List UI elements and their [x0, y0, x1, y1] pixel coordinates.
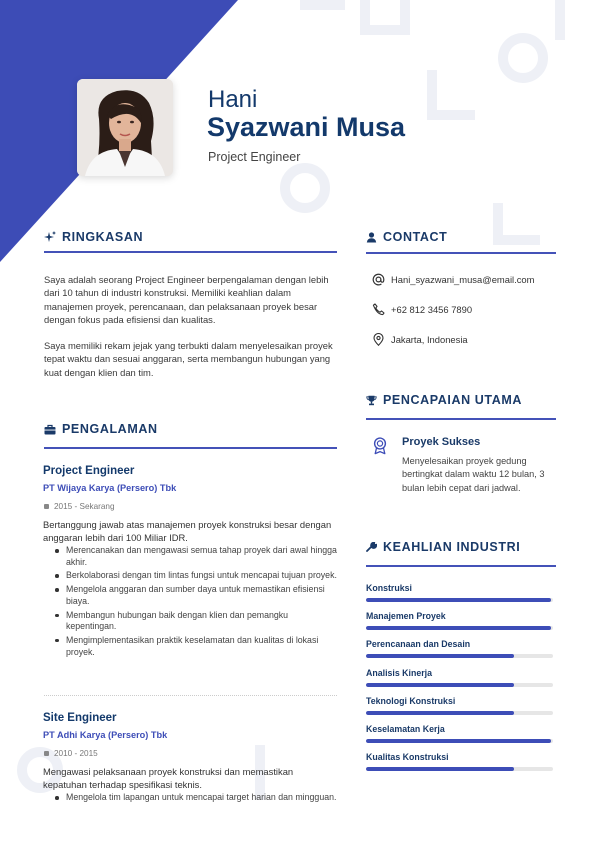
skill-item [366, 668, 553, 687]
award-medal-icon [372, 437, 388, 455]
headline-title: Project Engineer [208, 150, 301, 164]
skill-item [366, 696, 553, 715]
calendar-icon [44, 751, 49, 756]
skill-label: Analisis Kinerja [366, 667, 433, 678]
job-1-company: PT Wijaya Karya (Persero) Tbk [43, 483, 177, 493]
skill-label: Kualitas Konstruksi [366, 752, 449, 763]
achievements-rule [366, 418, 556, 420]
skill-bar-track [366, 626, 553, 630]
summary-heading-label: RINGKASAN [62, 230, 144, 244]
job-1-title: Project Engineer [43, 465, 135, 477]
skill-bar-fill [366, 598, 551, 602]
list-item: Mengelola tim lapangan untuk mencapai target harian dan mingguan. [44, 792, 338, 804]
summary-heading [44, 230, 143, 244]
job-divider [44, 695, 337, 696]
job-2-description: Mengawasi pelaksanaan proyek konstruksi dan memastikan kepatuhan terhadap spesifikasi teknis. [43, 766, 294, 790]
job-1-description: Bertanggung jawab atas manajemen proyek konstruksi besar dengan anggaran lebih dari 100 Miliar IDR. [43, 519, 332, 543]
skill-item [366, 583, 553, 602]
map-pin-icon [372, 333, 385, 346]
skill-item [366, 611, 553, 630]
experience-heading-label: PENGALAMAN [62, 422, 158, 436]
job-2-dates [44, 749, 98, 758]
contact-rule [366, 252, 556, 254]
skill-label: Perencanaan dan Desain [366, 639, 471, 650]
skills-rule [366, 565, 556, 567]
experience-rule [44, 447, 337, 449]
contact-email[interactable] [372, 273, 534, 286]
calendar-icon [44, 504, 49, 509]
skill-bar-fill [366, 683, 514, 687]
trophy-icon [366, 395, 377, 406]
job-2-company: PT Adhi Karya (Persero) Tbk [43, 730, 168, 740]
skill-bar-track [366, 739, 553, 743]
summary-rule [44, 251, 337, 253]
skill-label: Keselamatan Kerja [366, 724, 445, 734]
skill-label: Konstruksi [366, 583, 412, 593]
skill-bar-fill [366, 654, 514, 658]
job-1-bullets [44, 545, 338, 660]
contact-location [372, 333, 468, 346]
contact-phone[interactable] [372, 303, 472, 316]
job-2-bullets [44, 792, 338, 806]
skill-bar-fill [366, 767, 514, 771]
job-1-dates-text: 2015 - Sekarang [54, 502, 115, 511]
experience-heading [44, 422, 158, 436]
job-2-dates-text: 2010 - 2015 [54, 749, 98, 758]
list-item: Mengelola anggaran dan sumber daya untuk memastikan efisiensi biaya. [44, 584, 338, 607]
briefcase-icon [44, 424, 56, 435]
location-text: Jakarta, Indonesia [391, 334, 468, 345]
skill-bar-track [366, 598, 553, 602]
skills-heading-label: KEAHLIAN INDUSTRI [383, 540, 521, 554]
achievement-1-description: Menyelesaikan proyek gedung bertingkat dalam waktu 12 bulan, 3 bulan lebih cepat dari jadwal. [402, 456, 545, 493]
skill-bar-track [366, 654, 553, 658]
skill-item [366, 639, 553, 658]
skill-bar-track [366, 683, 553, 687]
last-name: Syazwani Musa [207, 112, 406, 142]
achievement-1-title: Proyek Sukses [402, 436, 481, 448]
at-sign-icon [372, 273, 385, 286]
user-icon [366, 232, 377, 243]
skill-label: Teknologi Konstruksi [366, 695, 456, 706]
skills-heading [366, 540, 520, 554]
summary-paragraph-2: Saya memiliki rekam jejak yang terbukti dalam menyelesaikan proyek tepat waktu dan sesuai anggaran, serta membangun hubungan yang kuat dengan klien dan tim. [44, 340, 333, 378]
job-2-title: Site Engineer [43, 712, 117, 724]
skill-bar-fill [366, 711, 514, 715]
phone-text: +62 812 3456 7890 [391, 304, 473, 315]
contact-heading-label: CONTACT [383, 230, 448, 244]
first-name: Hani [208, 86, 258, 113]
list-item: Membangun hubungan baik dengan klien dan pemangku kepentingan. [44, 610, 338, 633]
contact-heading [366, 230, 447, 244]
achievements-heading-label: PENCAPAIAN UTAMA [383, 393, 522, 407]
job-1-dates [44, 502, 115, 511]
summary-paragraph-1: Saya adalah seorang Project Engineer berpengalaman dengan lebih dari 10 tahun di industri konstruksi. Memiliki keahlian dalam manajemen proyek, perencanaan, dan pelaksanaan proyek besar dengan fokus pada efisiensi dan kualitas. [44, 274, 329, 325]
list-item: Mengimplementasikan praktik keselamatan dan kualitas di lokasi proyek. [44, 635, 338, 658]
wrench-icon [366, 542, 377, 553]
skill-bar-fill [366, 626, 551, 630]
email-text: Hani_syazwani_musa@email.com [391, 274, 535, 285]
skill-item [366, 724, 553, 743]
skill-bar-track [366, 767, 553, 771]
sparkle-icon [44, 231, 56, 243]
profile-photo [77, 79, 173, 176]
list-item: Berkolaborasi dengan tim lintas fungsi untuk mencapai tujuan proyek. [44, 570, 338, 582]
skill-bar-track [366, 711, 553, 715]
list-item: Merencanakan dan mengawasi semua tahap proyek dari awal hingga akhir. [44, 545, 338, 568]
phone-icon [372, 303, 385, 316]
achievements-heading [366, 393, 522, 407]
skill-item [366, 752, 553, 771]
skill-bar-fill [366, 739, 551, 743]
skill-label: Manajemen Proyek [366, 611, 446, 622]
